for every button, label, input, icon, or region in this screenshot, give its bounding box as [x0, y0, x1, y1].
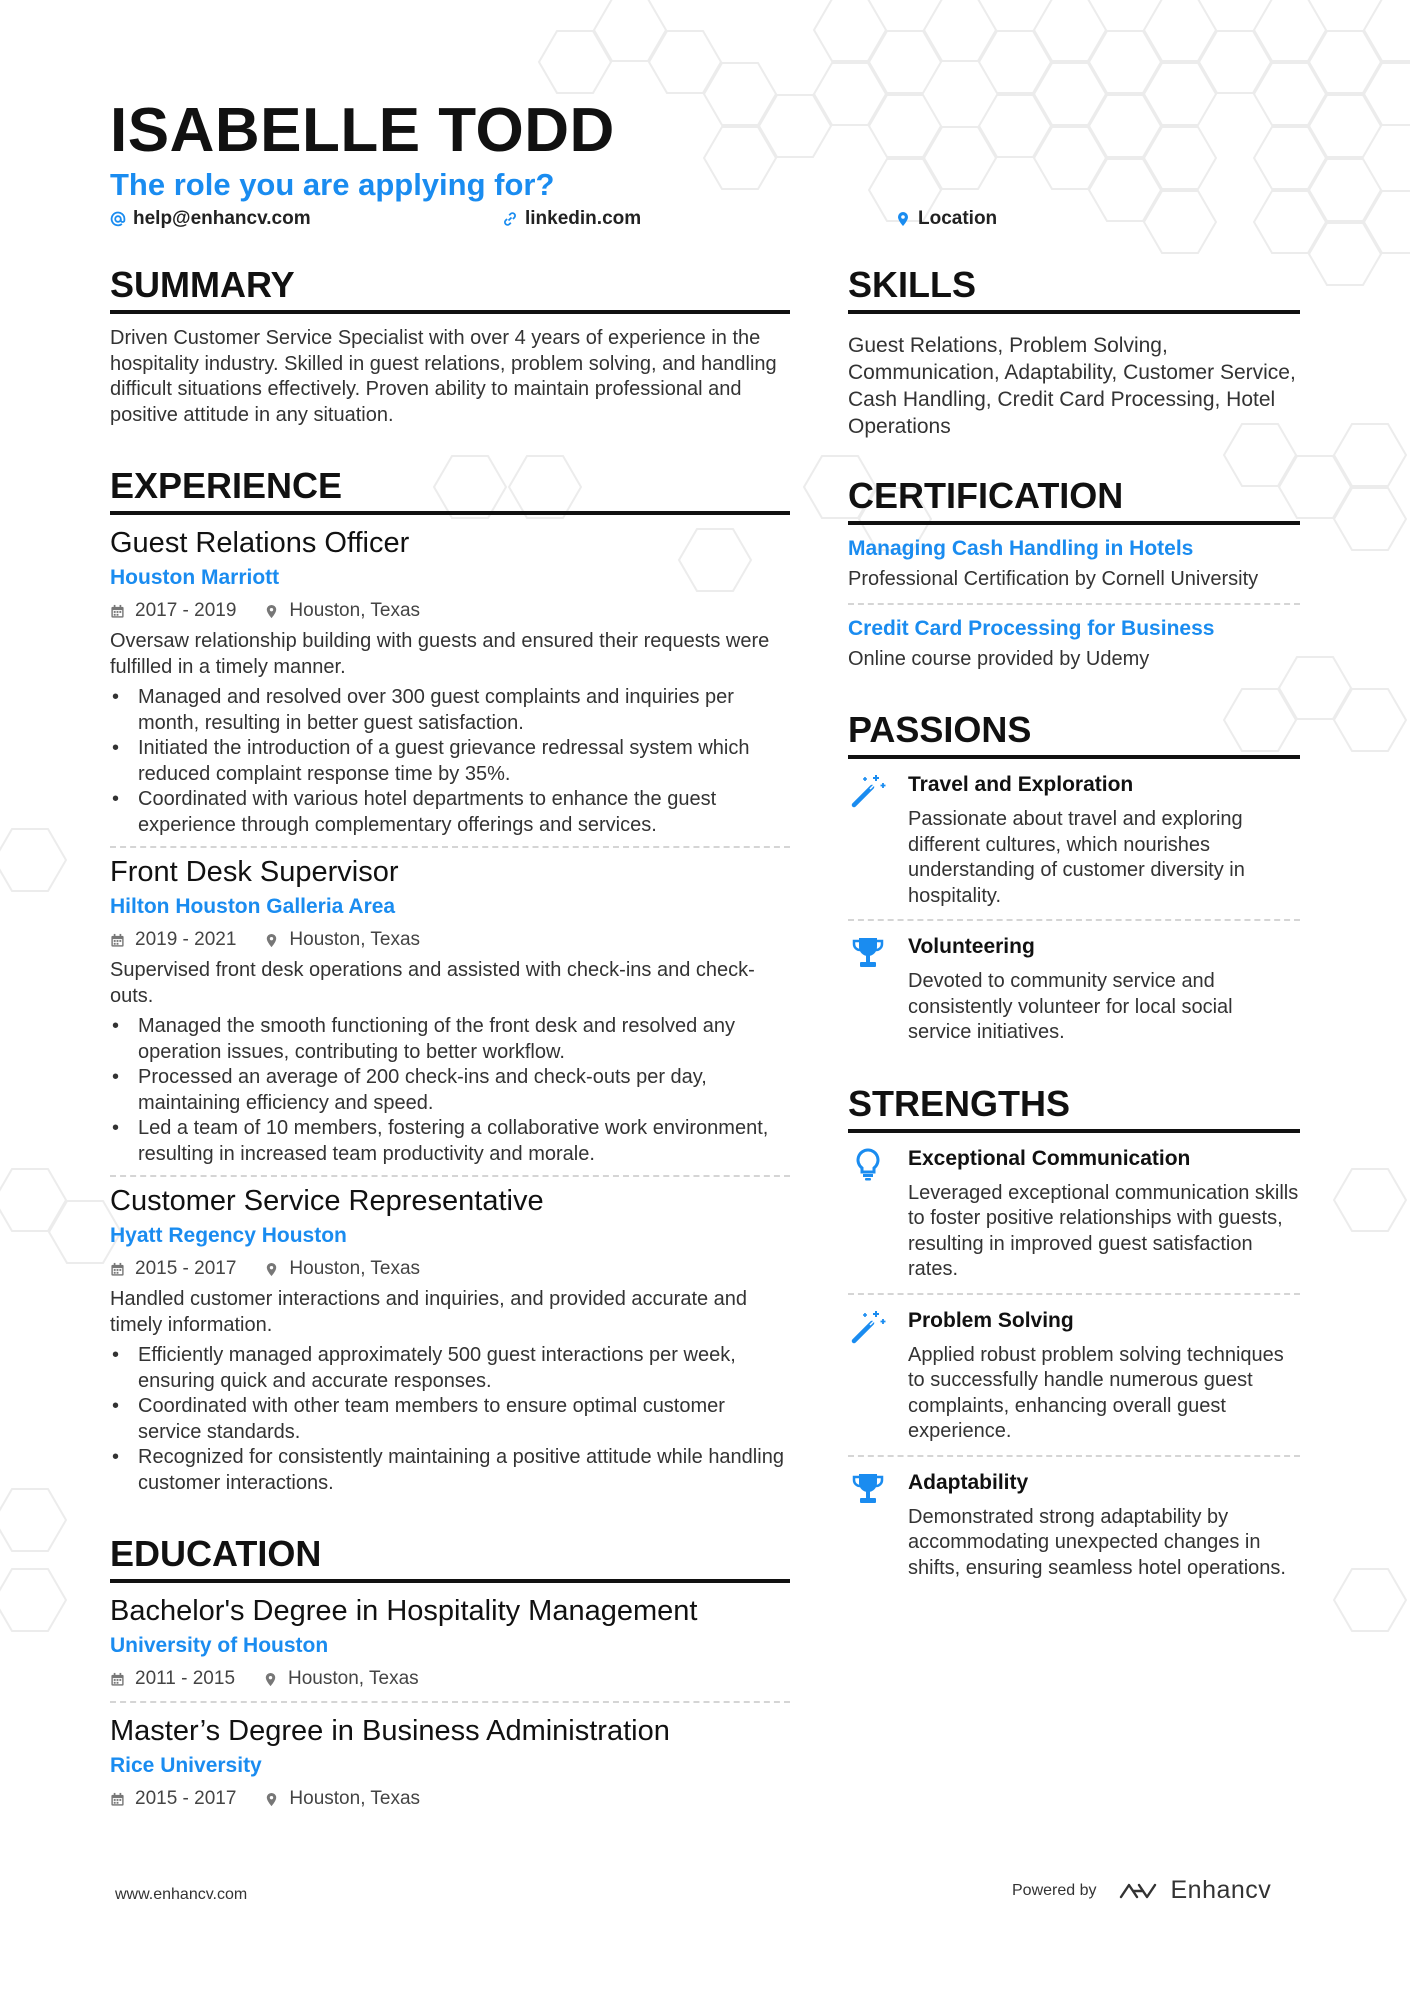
summary-heading: SUMMARY — [110, 265, 790, 314]
divider — [848, 603, 1300, 605]
strength-title: Exceptional Communication — [908, 1146, 1191, 1170]
achievement-item: • Managed the smooth functioning of the front desk and resolved any operation issues, contributing to better workflow. — [110, 1014, 790, 1065]
map-pin-icon — [264, 933, 279, 948]
brand-name: Enhancv — [1170, 1876, 1272, 1904]
achievement-item: • Coordinated with various hotel departments to enhance the guest experience through complementary offerings and services. — [110, 787, 790, 838]
magic-wand-icon — [850, 773, 886, 809]
job-achievements — [110, 685, 790, 838]
summary-section — [110, 265, 790, 428]
strength-title: Problem Solving — [908, 1308, 1074, 1332]
education-entry — [110, 1593, 790, 1701]
job-location: Houston, Texas — [289, 929, 421, 950]
certification-description: Online course provided by Udemy — [848, 647, 1150, 670]
experience-entry — [110, 525, 790, 846]
link-icon — [502, 211, 518, 227]
job-location: Houston, Texas — [289, 600, 421, 621]
target-role: The role you are applying for? — [110, 167, 555, 202]
strength-entry — [848, 1469, 1300, 1582]
certification-description: Professional Certification by Cornell University — [848, 568, 1259, 590]
skills-section — [848, 265, 1300, 440]
job-achievements — [110, 1343, 790, 1496]
divider — [848, 1293, 1300, 1295]
passion-description: Devoted to community service and consistently volunteer for local social service initiatives. — [908, 970, 1233, 1043]
skills-heading: SKILLS — [848, 265, 1300, 314]
magic-wand-icon — [850, 1309, 886, 1345]
achievement-item: • Recognized for consistently maintaining a positive attitude while handling customer interactions. — [110, 1445, 790, 1496]
linkedin-text: linkedin.com — [525, 208, 642, 229]
enhancv-logo-icon — [1117, 1879, 1163, 1903]
divider — [848, 1455, 1300, 1457]
education-location: Houston, Texas — [289, 1788, 421, 1809]
divider — [110, 1175, 790, 1177]
passion-description: Passionate about travel and exploring different cultures, which nourishes understanding of customer diversity in hospitality. — [908, 808, 1245, 907]
achievement-item: • Efficiently managed approximately 500 guest interactions per week, ensuring quick and accurate responses. — [110, 1343, 790, 1394]
education-heading: EDUCATION — [110, 1534, 790, 1583]
experience-entry — [110, 1183, 790, 1496]
strength-description: Applied robust problem solving techniques to successfully handle numerous guest complaints, enhancing overall guest experience. — [908, 1343, 1284, 1442]
divider — [110, 1701, 790, 1703]
map-pin-icon — [264, 1262, 279, 1277]
map-pin-icon — [263, 1672, 278, 1687]
calendar-icon — [110, 1792, 125, 1807]
strength-description: Leveraged exceptional communication skills to foster positive relationships with guests, resulting in improved guest satisfaction rates. — [908, 1181, 1299, 1280]
skills-list: Guest Relations, Problem Solving, Communication, Adaptability, Customer Service, Cash Handling, Credit Card Processing, Hotel Operations — [848, 334, 1296, 438]
school-name: Rice University — [110, 1754, 262, 1777]
education-meta — [110, 1667, 790, 1691]
passion-title: Travel and Exploration — [908, 773, 1134, 796]
degree-title: Bachelor's Degree in Hospitality Management — [110, 1595, 698, 1627]
certification-heading: CERTIFICATION — [848, 476, 1300, 525]
strength-entry — [848, 1307, 1300, 1455]
job-description: Handled customer interactions and inquiries, and provided accurate and timely information. — [110, 1288, 748, 1336]
strength-title: Adaptability — [908, 1470, 1029, 1494]
strengths-section — [848, 1084, 1300, 1582]
achievement-item: • Processed an average of 200 check-ins and check-outs per day, maintaining efficiency and speed. — [110, 1065, 790, 1116]
achievement-item: • Managed and resolved over 300 guest complaints and inquiries per month, resulting in better guest satisfaction. — [110, 685, 790, 736]
passions-heading: PASSIONS — [848, 710, 1300, 759]
candidate-name: ISABELLE TODD — [110, 96, 615, 165]
location-contact — [895, 207, 997, 231]
certification-section — [848, 476, 1300, 672]
education-section — [110, 1534, 790, 1811]
certification-name: Credit Card Processing for Business — [848, 616, 1215, 640]
strengths-heading: STRENGTHS — [848, 1084, 1300, 1133]
achievement-item: • Coordinated with other team members to ensure optimal customer service standards. — [110, 1394, 790, 1445]
achievement-item: • Led a team of 10 members, fostering a collaborative work environment, resulting in increased team productivity and morale. — [110, 1116, 790, 1167]
footer-branding — [1012, 1876, 1271, 1905]
passion-entry — [848, 771, 1300, 919]
education-entry — [110, 1713, 790, 1811]
linkedin-contact[interactable] — [502, 207, 641, 231]
summary-text: Driven Customer Service Specialist with over 4 years of experience in the hospitality industry. Skilled in guest relations, problem solving, and handling difficult situations effectively. Proven ability to maintain professional and positive attitude in any situation. — [110, 327, 777, 426]
job-location: Houston, Texas — [289, 1258, 421, 1279]
company-name: Houston Marriott — [110, 566, 280, 589]
divider — [848, 919, 1300, 921]
calendar-icon — [110, 1262, 125, 1277]
calendar-icon — [110, 933, 125, 948]
map-pin-icon — [264, 604, 279, 619]
education-dates: 2011 - 2015 — [135, 1668, 236, 1689]
powered-by-label: Powered by — [1012, 1881, 1097, 1899]
divider — [110, 846, 790, 848]
company-name: Hilton Houston Galleria Area — [110, 895, 396, 918]
education-location: Houston, Texas — [288, 1668, 419, 1689]
job-dates: 2019 - 2021 — [135, 929, 237, 950]
passion-title: Volunteering — [908, 935, 1035, 958]
school-name: University of Houston — [110, 1634, 329, 1657]
achievement-item: • Initiated the introduction of a guest grievance redressal system which reduced complaint response time by 35%. — [110, 736, 790, 787]
location-text: Location — [918, 208, 998, 229]
trophy-icon — [850, 935, 886, 971]
job-achievements — [110, 1014, 790, 1167]
job-meta — [110, 1257, 790, 1281]
enhancv-logo[interactable] — [1117, 1876, 1272, 1905]
certification-entry — [848, 615, 1300, 673]
experience-section — [110, 466, 790, 1496]
strength-description: Demonstrated strong adaptability by accommodating unexpected changes in shifts, ensuring seamless hotel operations. — [908, 1505, 1286, 1579]
trophy-icon — [850, 1471, 886, 1507]
job-meta — [110, 599, 790, 623]
experience-entry — [110, 854, 790, 1175]
degree-title: Master’s Degree in Business Administration — [110, 1715, 670, 1747]
calendar-icon — [110, 604, 125, 619]
job-description: Supervised front desk operations and assisted with check-ins and check-outs. — [110, 959, 755, 1007]
education-dates: 2015 - 2017 — [135, 1788, 237, 1809]
job-dates: 2015 - 2017 — [135, 1258, 237, 1279]
email-text: help@enhancv.com — [133, 208, 311, 229]
map-pin-icon — [895, 211, 911, 227]
footer-website-link[interactable]: www.enhancv.com — [115, 1886, 248, 1903]
map-pin-icon — [264, 1792, 279, 1807]
email-contact[interactable] — [110, 207, 311, 231]
job-title: Front Desk Supervisor — [110, 856, 399, 888]
job-meta — [110, 928, 790, 952]
job-description: Oversaw relationship building with guests and ensured their requests were fulfilled in a timely manner. — [110, 630, 770, 678]
certification-name: Managing Cash Handling in Hotels — [848, 537, 1194, 560]
certification-entry — [848, 535, 1300, 603]
right-column — [848, 265, 1300, 1581]
company-name: Hyatt Regency Houston — [110, 1224, 347, 1247]
strength-entry — [848, 1145, 1300, 1293]
at-sign-icon — [110, 211, 126, 227]
lightbulb-icon — [850, 1147, 886, 1183]
passion-entry — [848, 933, 1300, 1046]
education-meta — [110, 1787, 790, 1811]
passions-section — [848, 710, 1300, 1046]
job-dates: 2017 - 2019 — [135, 600, 237, 621]
left-column — [110, 265, 790, 1811]
job-title: Customer Service Representative — [110, 1185, 544, 1217]
calendar-icon — [110, 1672, 125, 1687]
experience-heading: EXPERIENCE — [110, 466, 790, 515]
job-title: Guest Relations Officer — [110, 527, 410, 559]
